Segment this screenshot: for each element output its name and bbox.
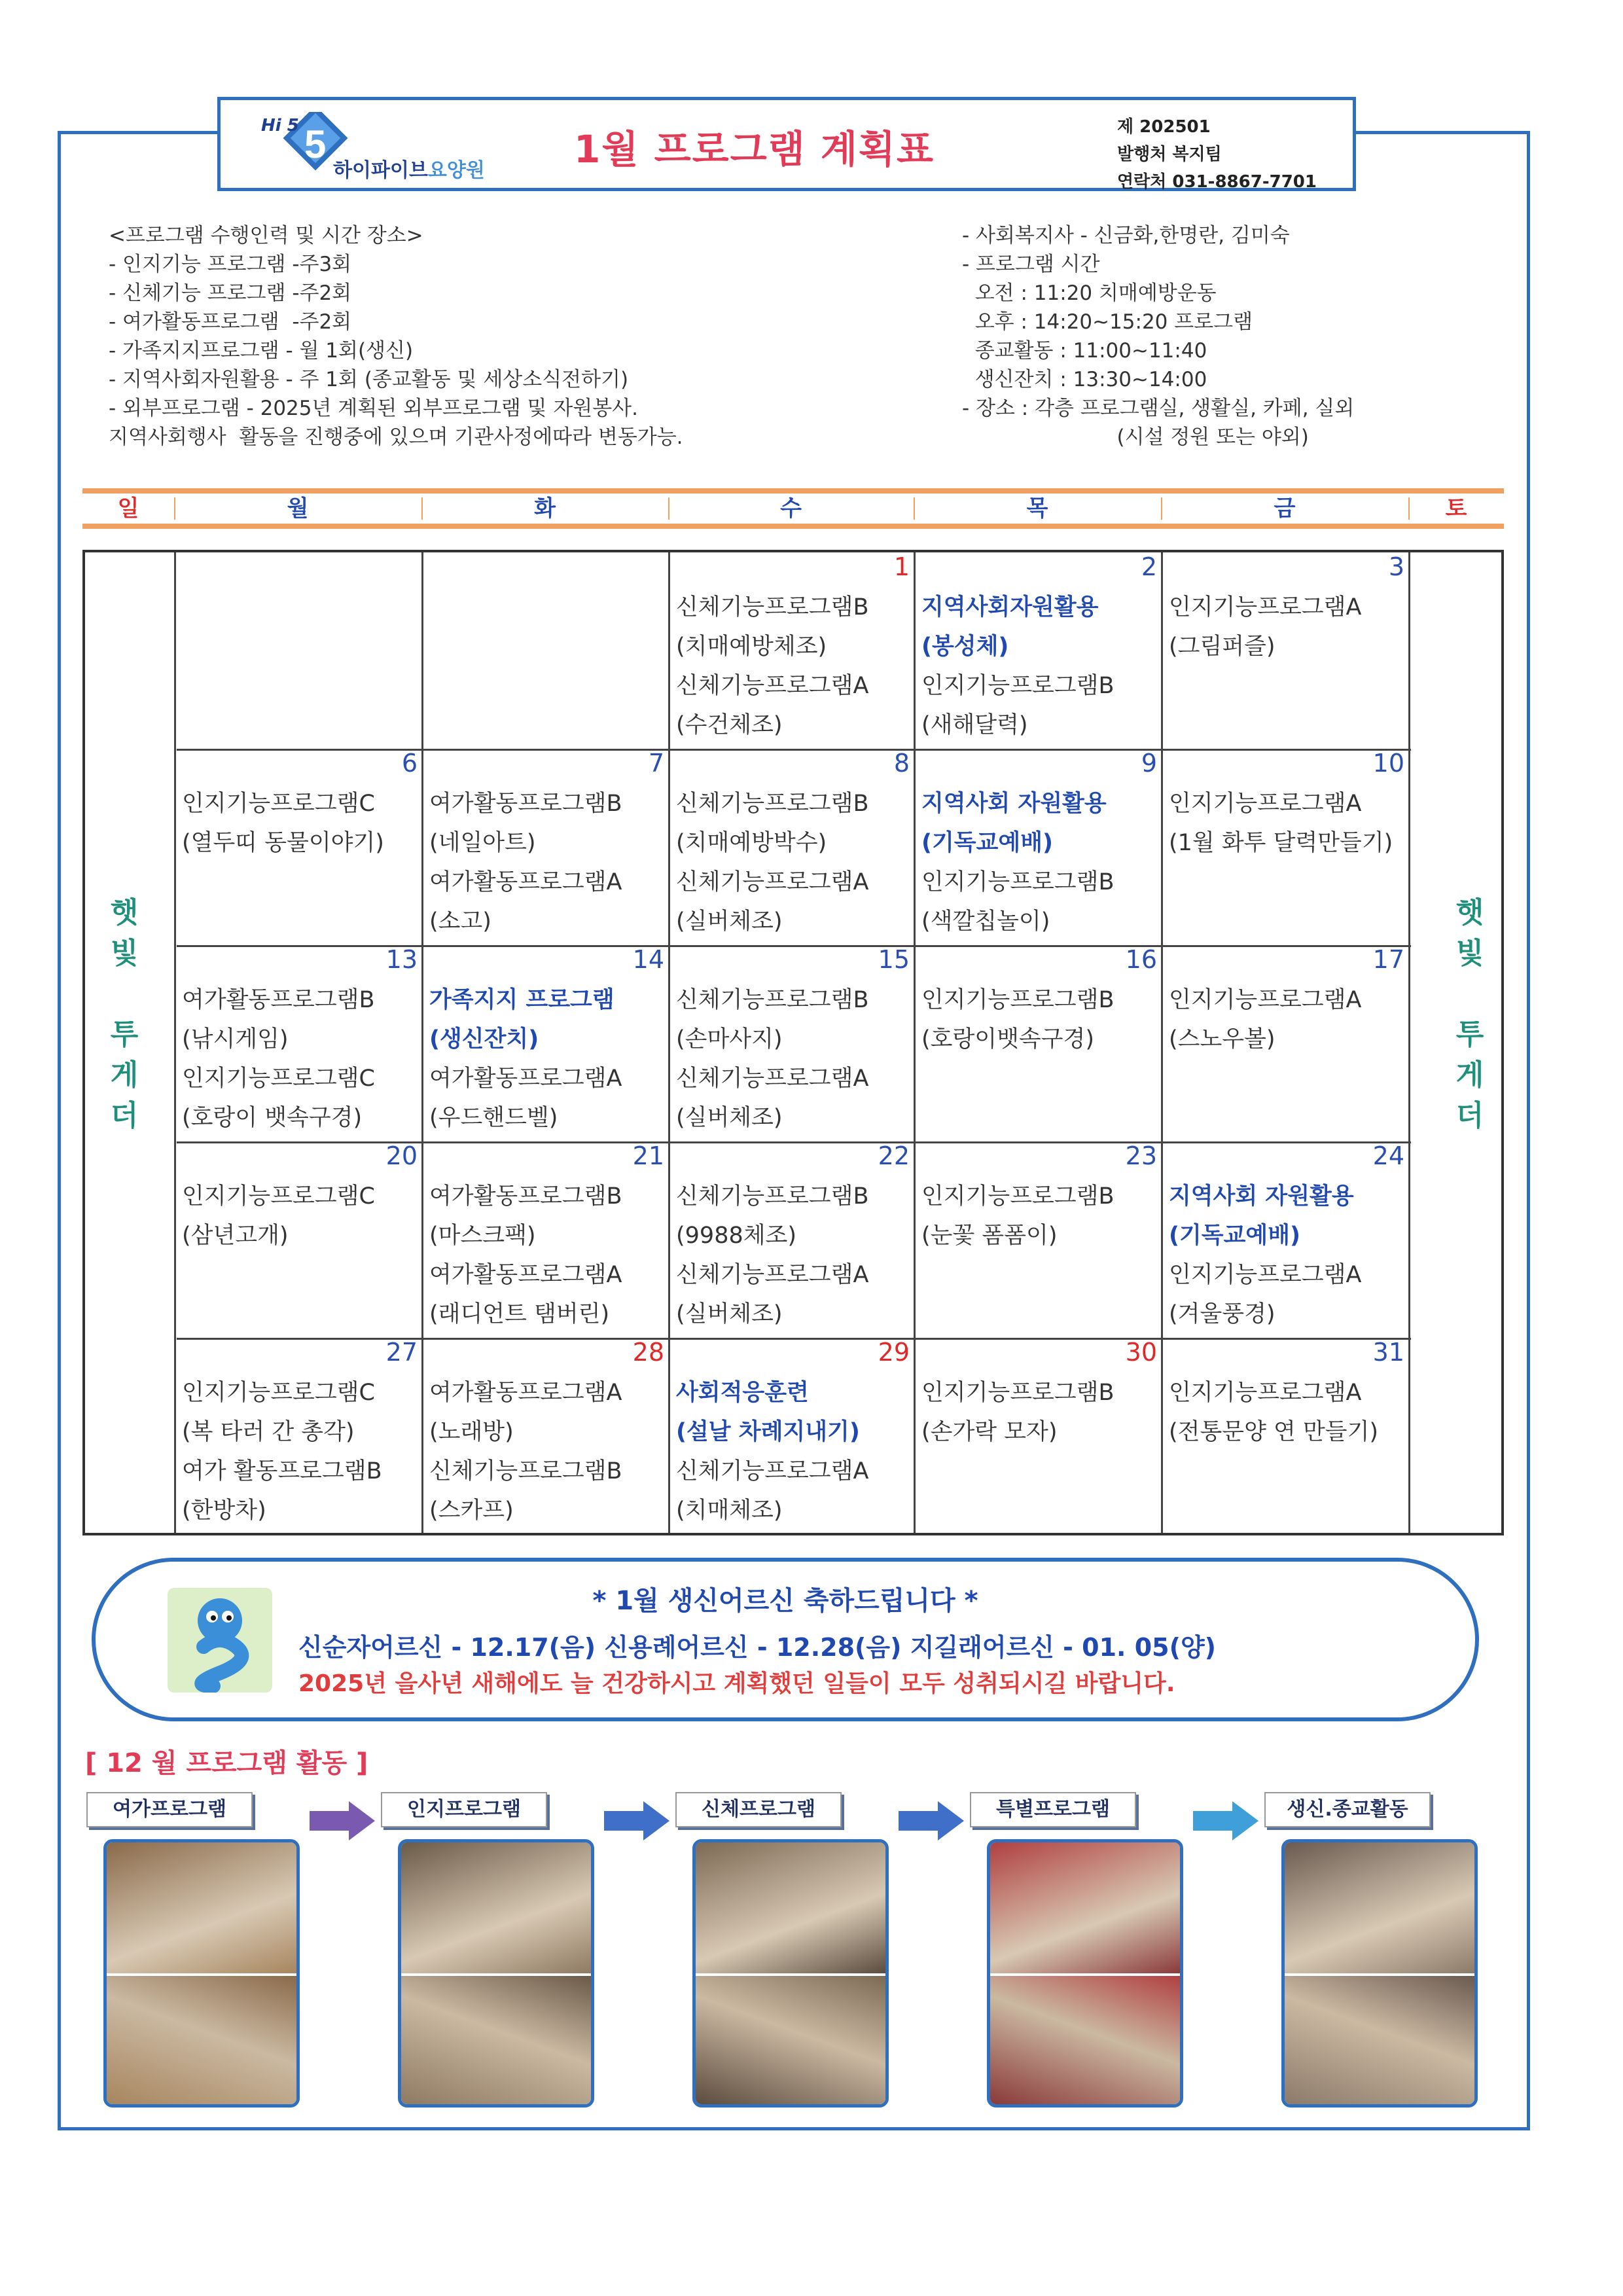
header-meta	[1117, 113, 1317, 196]
weekday-divider	[668, 497, 669, 520]
program-line: 신체기능프로그램B	[676, 791, 869, 817]
cell-program-list	[1169, 588, 1361, 666]
arrow-right-icon	[604, 1801, 669, 1840]
program-line: (생신잔치)	[429, 1026, 539, 1052]
activity-photo	[987, 1839, 1183, 2108]
program-line: 인지기능프로그램B	[921, 869, 1115, 895]
info-line: - 장소 : 각층 프로그램실, 생활실, 카페, 실외	[962, 397, 1355, 420]
activity-photo	[398, 1839, 594, 2108]
program-line: 지역사회 자원활용	[1169, 1183, 1354, 1210]
program-line: (네일아트)	[429, 830, 536, 856]
program-line: 인지기능프로그램A	[1169, 1380, 1362, 1406]
activity-photo	[103, 1839, 300, 2108]
program-line: 인지기능프로그램A	[1169, 1262, 1362, 1288]
birthday-banner	[92, 1558, 1479, 1721]
calendar-cell	[177, 552, 421, 749]
photo-top	[990, 1842, 1180, 1973]
day-number: 30	[1125, 1338, 1157, 1367]
publisher: 발행처 복지팀	[1117, 145, 1222, 164]
side-char: 햇	[110, 896, 139, 929]
program-line: (9988체조)	[676, 1223, 797, 1249]
calendar-cell	[1164, 945, 1408, 1141]
logo-text: 하이파이브요양원	[333, 159, 485, 182]
cell-program-list	[1169, 1373, 1378, 1452]
cell-program-list	[921, 980, 1115, 1059]
program-line: 신체기능프로그램B	[676, 594, 869, 620]
program-line: (치매예방체조)	[676, 634, 827, 660]
day-number: 10	[1372, 749, 1404, 778]
grid-line	[668, 552, 670, 1533]
program-line: (손가락 모자)	[921, 1419, 1058, 1445]
program-line: 여가활동프로그램A	[429, 1066, 622, 1092]
day-number: 28	[632, 1338, 664, 1367]
day-number: 23	[1125, 1141, 1157, 1170]
cell-program-list	[429, 1177, 622, 1334]
calendar-cell	[424, 1141, 668, 1338]
calendar-cell	[424, 945, 668, 1141]
program-line: (설날 차례지내기)	[676, 1419, 860, 1445]
arrow-right-icon	[1193, 1801, 1258, 1840]
info-line: <프로그램 수행인력 및 시간 장소>	[109, 224, 423, 247]
day-number: 8	[893, 749, 910, 778]
program-line: (호랑이뱃속구경)	[921, 1026, 1094, 1052]
cell-program-list	[1169, 1177, 1361, 1334]
info-line: 오전 : 11:20 치매예방운동	[962, 281, 1217, 305]
day-number: 29	[878, 1338, 910, 1367]
calendar-cell	[916, 945, 1161, 1141]
cell-program-list	[676, 1177, 869, 1334]
weekday-5: 금	[1274, 495, 1296, 522]
program-line: (한방차)	[182, 1498, 266, 1524]
grid-line	[1408, 552, 1410, 1533]
arrow-right-icon	[899, 1801, 964, 1840]
calendar-cell	[177, 1338, 421, 1533]
weekday-divider	[174, 497, 175, 520]
birthday-title: * 1월 생신어르신 축하드립니다 *	[592, 1586, 978, 1616]
calendar-cell	[671, 552, 914, 749]
side-char: 햇	[1455, 896, 1484, 929]
calendar-cell	[424, 552, 668, 749]
program-line: 인지기능프로그램C	[182, 1066, 375, 1092]
program-line: (래디언트 탬버린)	[429, 1301, 610, 1327]
program-line: (치매체조)	[676, 1498, 783, 1524]
header-box	[217, 97, 1356, 191]
weekday-0: 일	[117, 495, 139, 522]
side-char	[1450, 974, 1489, 1014]
grid-line	[1161, 552, 1163, 1533]
weekday-divider	[1161, 497, 1162, 520]
program-line: 신체기능프로그램A	[676, 673, 869, 699]
weekday-header	[82, 488, 1504, 529]
calendar-cell	[916, 749, 1161, 945]
photo-bottom	[107, 1973, 296, 2104]
info-line: 오후 : 14:20~15:20 프로그램	[962, 310, 1253, 334]
program-line: (스노우볼)	[1169, 1026, 1275, 1052]
cell-program-list	[921, 588, 1115, 745]
info-line: 종교활동 : 11:00~11:40	[962, 339, 1207, 363]
day-number: 14	[632, 945, 664, 974]
program-line: 가족지지 프로그램	[429, 987, 615, 1013]
program-line: (소고)	[429, 908, 491, 935]
cell-program-list	[1169, 980, 1361, 1059]
program-line: (우드핸드벨)	[429, 1105, 558, 1131]
program-line: (마스크팩)	[429, 1223, 536, 1249]
side-char	[105, 974, 144, 1014]
program-line: 인지기능프로그램A	[1169, 594, 1362, 620]
issue-number: 제 202501	[1117, 117, 1211, 137]
day-number: 1	[893, 552, 910, 581]
calendar-cell	[671, 1338, 914, 1533]
activity-photo	[1281, 1839, 1478, 2108]
cell-program-list	[676, 1373, 868, 1530]
side-char: 게	[110, 1058, 139, 1092]
page-title: 1월 프로그램 계획표	[574, 127, 935, 171]
december-title: [ 12 월 프로그램 활동 ]	[85, 1748, 368, 1778]
weekday-1: 월	[287, 495, 309, 522]
side-label-right	[1450, 893, 1489, 1136]
program-line: 여가활동프로그램B	[429, 791, 622, 817]
program-line: (기독교예배)	[1169, 1223, 1301, 1249]
cell-program-list	[921, 1373, 1115, 1452]
program-line: (기독교예배)	[921, 830, 1054, 856]
program-line: (눈꽃 폼폼이)	[921, 1223, 1058, 1249]
program-line: (전통문양 연 만들기)	[1169, 1419, 1379, 1445]
photo-bottom	[1285, 1973, 1474, 2104]
program-line: 신체기능프로그램B	[676, 987, 869, 1013]
program-line: 인지기능프로그램A	[1169, 987, 1362, 1013]
program-line: 여가활동프로그램A	[429, 1262, 622, 1288]
program-line: 신체기능프로그램A	[676, 869, 869, 895]
program-line: (낚시게임)	[182, 1026, 289, 1052]
program-line: (노래방)	[429, 1419, 514, 1445]
side-char: 더	[1455, 1099, 1484, 1132]
cell-program-list	[429, 1373, 622, 1530]
program-line: (겨울풍경)	[1169, 1301, 1275, 1327]
program-line: (호랑이 뱃속구경)	[182, 1105, 363, 1131]
program-line: 인지기능프로그램C	[182, 791, 375, 817]
program-line: (실버체조)	[676, 1301, 783, 1327]
weekday-4: 목	[1026, 495, 1048, 522]
program-line: 인지기능프로그램C	[182, 1380, 375, 1406]
program-line: (1월 화투 달력만들기)	[1169, 830, 1393, 856]
program-line: 신체기능프로그램A	[676, 1262, 869, 1288]
program-line: 여가활동프로그램A	[429, 869, 622, 895]
calendar-cell	[177, 749, 421, 945]
cell-program-list	[921, 1177, 1115, 1255]
logo-mark: Hi 5	[261, 116, 299, 135]
info-line: - 프로그램 시간	[962, 253, 1100, 276]
info-line: - 신체기능 프로그램 -주2회	[109, 281, 352, 305]
info-line: - 사회복지사 - 신금화,한명란, 김미숙	[962, 224, 1290, 247]
cell-program-list	[182, 1373, 382, 1530]
day-number: 22	[878, 1141, 910, 1170]
program-line: (복 타러 간 총각)	[182, 1419, 355, 1445]
info-line: - 여가활동프로그램 -주2회	[109, 310, 352, 334]
calendar-cell	[424, 749, 668, 945]
day-number: 6	[401, 749, 418, 778]
side-char: 투	[110, 1018, 139, 1051]
day-number: 31	[1372, 1338, 1404, 1367]
cell-program-list	[676, 980, 869, 1138]
info-line: - 외부프로그램 - 2025년 계획된 외부프로그램 및 자원봉사.	[109, 397, 638, 420]
calendar-grid	[82, 550, 1504, 1535]
program-line: 신체기능프로그램B	[676, 1183, 869, 1210]
activity-photo	[692, 1839, 889, 2108]
program-line: 인지기능프로그램C	[182, 1183, 375, 1210]
side-char: 게	[1455, 1058, 1484, 1092]
info-line: - 지역사회자원활용 - 주 1회 (종교활동 및 세상소식전하기)	[109, 368, 629, 391]
program-line: 지역사회자원활용	[921, 594, 1099, 620]
grid-line	[174, 552, 176, 1533]
day-number: 17	[1372, 945, 1404, 974]
program-line: 인지기능프로그램B	[921, 673, 1115, 699]
calendar-cell	[671, 749, 914, 945]
calendar-cell	[671, 945, 914, 1141]
calendar-cell	[671, 1141, 914, 1338]
day-number: 9	[1141, 749, 1157, 778]
calendar-cell	[177, 945, 421, 1141]
photo-bottom	[990, 1973, 1180, 2104]
side-char: 더	[110, 1099, 139, 1132]
calendar-cell	[424, 1338, 668, 1533]
program-line: 여가활동프로그램B	[429, 1183, 622, 1210]
cell-program-list	[429, 980, 622, 1138]
program-line: (손마사지)	[676, 1026, 783, 1052]
day-number: 15	[878, 945, 910, 974]
info-right	[962, 221, 1354, 452]
side-label-left	[105, 893, 144, 1136]
cell-program-list	[676, 784, 869, 941]
info-left	[109, 221, 683, 452]
photo-bottom	[696, 1973, 885, 2104]
day-number: 7	[648, 749, 664, 778]
calendar-cell	[1164, 552, 1408, 749]
weekday-3: 수	[780, 495, 802, 522]
cell-program-list	[182, 784, 384, 863]
calendar-cell	[1164, 1141, 1408, 1338]
activity-label: 인지프로그램	[381, 1792, 547, 1827]
info-line: (시설 정원 또는 야외)	[962, 425, 1309, 449]
program-line: 신체기능프로그램A	[676, 1066, 869, 1092]
program-line: (치매예방박수)	[676, 830, 827, 856]
weekday-6: 토	[1445, 495, 1467, 522]
weekday-divider	[1408, 497, 1410, 520]
calendar-cell	[916, 1338, 1161, 1533]
program-line: 지역사회 자원활용	[921, 791, 1107, 817]
info-line: - 가족지지프로그램 - 월 1회(생신)	[109, 339, 414, 363]
birthday-names: 신순자어르신 - 12.17(음) 신용례어르신 - 12.28(음) 지길래어르신 - 01. 05(양)	[298, 1633, 1217, 1662]
grid-line	[421, 552, 423, 1533]
birthday-message: 2025년 을사년 새해에도 늘 건강하시고 계획했던 일들이 모두 성취되시길 바랍니다.	[298, 1670, 1175, 1697]
day-number: 24	[1372, 1141, 1404, 1170]
activity-label: 여가프로그램	[86, 1792, 253, 1827]
cell-program-list	[1169, 784, 1393, 863]
program-line: (삼년고개)	[182, 1223, 289, 1249]
info-line: 생신잔치 : 13:30~14:00	[962, 368, 1207, 391]
program-line: (수건체조)	[676, 712, 783, 738]
cell-program-list	[429, 784, 622, 941]
day-number: 20	[385, 1141, 418, 1170]
photo-top	[107, 1842, 296, 1973]
program-line: 신체기능프로그램B	[429, 1458, 622, 1484]
side-char: 투	[1455, 1018, 1484, 1051]
calendar-cell	[916, 552, 1161, 749]
arrow-right-icon	[310, 1801, 375, 1840]
info-line: 지역사회행사 활동을 진행중에 있으며 기관사정에따라 변동가능.	[109, 425, 683, 449]
side-char: 빛	[1455, 937, 1484, 970]
cell-program-list	[676, 588, 869, 745]
program-line: 인지기능프로그램B	[921, 1380, 1115, 1406]
day-number: 27	[385, 1338, 418, 1367]
program-line: 인지기능프로그램B	[921, 1183, 1115, 1210]
program-line: 신체기능프로그램A	[676, 1458, 869, 1484]
photo-top	[1285, 1842, 1474, 1973]
program-line: (봉성체)	[921, 634, 1009, 660]
weekday-divider	[421, 497, 423, 520]
photo-bottom	[401, 1973, 591, 2104]
program-line: 여가활동프로그램A	[429, 1380, 622, 1406]
activity-label: 신체프로그램	[675, 1792, 842, 1827]
program-line: 여가 활동프로그램B	[182, 1458, 382, 1484]
grid-line	[914, 552, 916, 1533]
contact: 연락처 031-8867-7701	[1117, 172, 1317, 192]
weekday-2: 화	[534, 495, 556, 522]
day-number: 16	[1125, 945, 1157, 974]
calendar-cell	[1164, 749, 1408, 945]
weekday-divider	[914, 497, 915, 520]
photo-top	[696, 1842, 885, 1973]
day-number: 21	[632, 1141, 664, 1170]
program-line: 인지기능프로그램B	[921, 987, 1115, 1013]
day-number: 3	[1388, 552, 1404, 581]
program-line: 사회적응훈련	[676, 1380, 809, 1406]
day-number: 2	[1141, 552, 1157, 581]
program-line: (새해달력)	[921, 712, 1028, 738]
program-line: 여가활동프로그램B	[182, 987, 375, 1013]
info-line: - 인지기능 프로그램 -주3회	[109, 253, 352, 276]
cell-program-list	[182, 1177, 375, 1255]
activity-label: 특별프로그램	[970, 1792, 1136, 1827]
day-number: 13	[385, 945, 418, 974]
calendar-cell	[916, 1141, 1161, 1338]
calendar-cell	[1164, 1338, 1408, 1533]
program-line: (실버체조)	[676, 908, 783, 935]
cell-program-list	[921, 784, 1115, 941]
side-char: 빛	[110, 937, 139, 970]
program-line: (색깔칩놀이)	[921, 908, 1050, 935]
program-line: (열두띠 동물이야기)	[182, 830, 384, 856]
program-line: 인지기능프로그램A	[1169, 791, 1362, 817]
cell-program-list	[182, 980, 375, 1138]
program-line: (실버체조)	[676, 1105, 783, 1131]
program-line: (스카프)	[429, 1498, 514, 1524]
photo-top	[401, 1842, 591, 1973]
program-line: (그림퍼즐)	[1169, 634, 1275, 660]
svg-text:5: 5	[304, 122, 327, 166]
activity-label: 생신.종교활동	[1264, 1792, 1431, 1827]
calendar-cell	[177, 1141, 421, 1338]
